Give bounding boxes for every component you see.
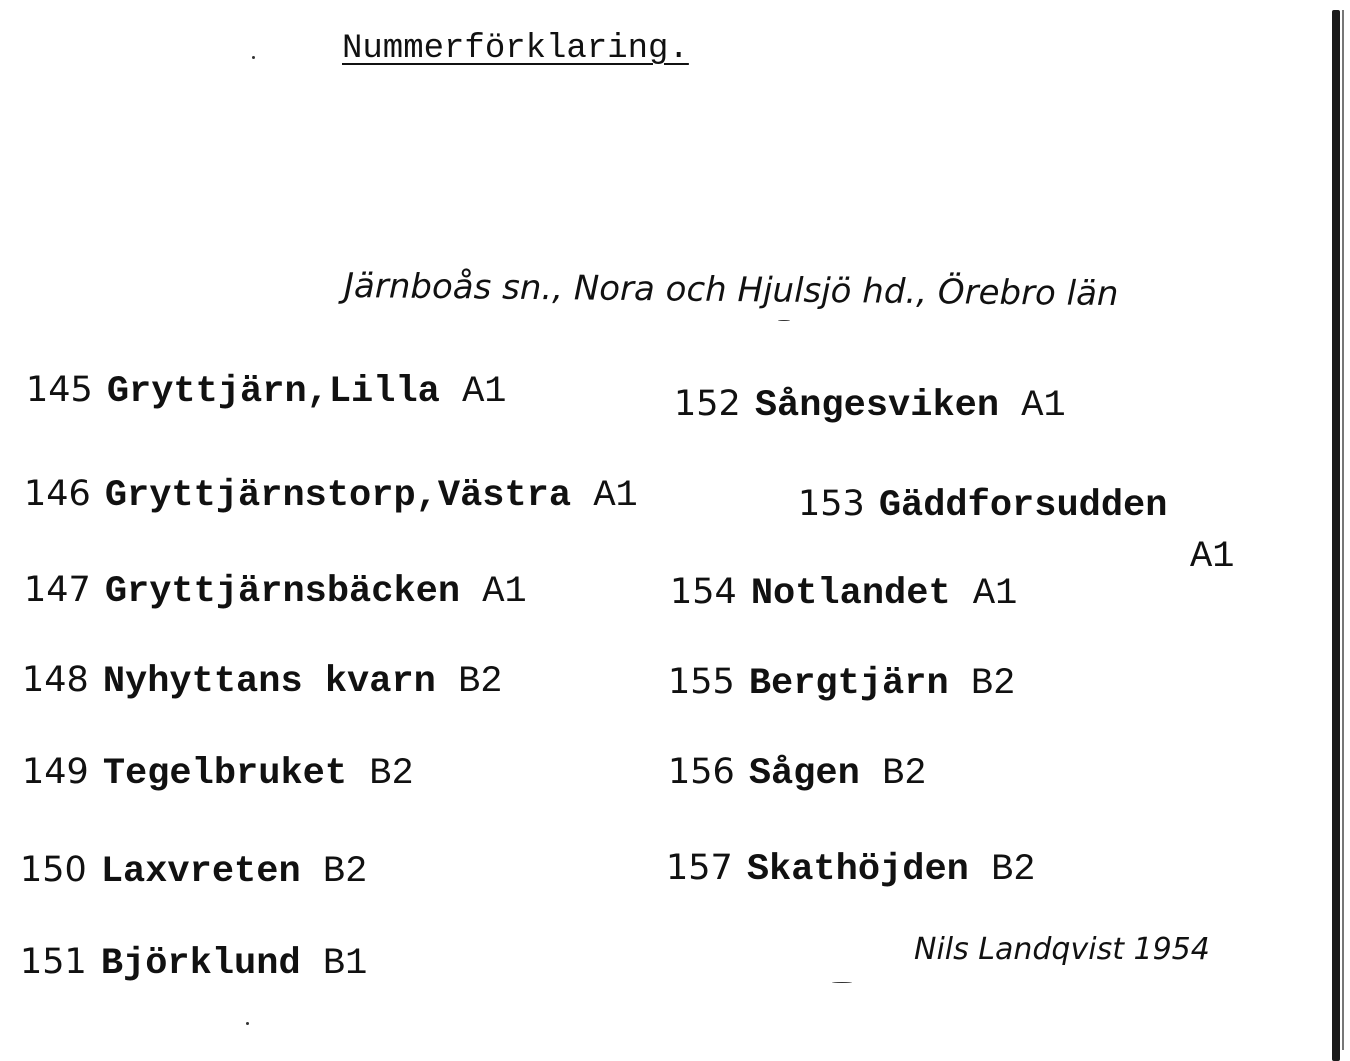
entry-name: Bergtjärn [748,663,949,705]
entry-number: 147 [24,570,91,610]
scan-speck [246,1022,249,1025]
card-edge-line [1342,10,1344,1050]
entry-number: 155 [668,662,735,702]
entry-number: 154 [670,572,737,612]
page-title: Nummerförklaring. [342,30,689,68]
entry-number: 156 [668,752,735,792]
entry-code: A1 [1021,385,1066,427]
entry-code: A1 [482,571,527,613]
scan-speck [778,320,790,321]
entry-code: B2 [882,753,927,795]
entry-code: B2 [458,661,503,703]
entry-code: B2 [991,849,1036,891]
entry-code: A1 [462,371,507,413]
entry-code: B1 [322,943,368,985]
entry-148 [22,660,503,703]
entry-149 [22,752,414,795]
entry-name: Nyhyttans kvarn [102,661,436,703]
author-signature: Nils Landqvist 1954 [914,932,1210,967]
entry-156 [668,752,926,795]
entry-number: 157 [666,848,733,888]
entry-152 [674,384,1066,427]
entry-name: Laxvreten [100,851,301,893]
entry-code: A1 [972,573,1018,615]
entry-code: B2 [970,663,1016,705]
entry-145 [26,370,507,413]
scan-speck [252,56,255,59]
entry-number: 149 [22,752,89,792]
parish-subtitle: Järnboås sn., Nora och Hjulsjö hd., Örebro län [343,266,1119,315]
entry-154 [670,572,1017,615]
entry-name: Gäddforsudden [878,485,1168,527]
entry-name: Björklund [100,943,301,985]
entry-number: 148 [22,660,89,700]
entry-155 [668,662,1015,705]
entry-147 [24,570,527,613]
entry-code: A1 [593,475,638,517]
entry-number: 150 [20,850,87,890]
entry-code: B2 [322,851,368,893]
entry-146 [24,474,638,517]
entry-name: Skathöjden [746,849,969,891]
entry-number: 152 [674,384,741,424]
entry-number: 151 [20,942,87,982]
entry-name: Sågen [748,753,860,795]
scan-speck [832,982,852,983]
entry-code: B2 [369,753,414,795]
card-edge-shadow [1332,10,1340,1061]
entry-name: Notlandet [750,573,951,615]
entry-153-code: A1 [1190,536,1235,578]
entry-name: Gryttjärn,Lilla [106,371,440,413]
entry-157 [666,848,1036,891]
entry-number: 146 [24,474,91,514]
entry-150 [20,850,367,893]
entry-number: 145 [26,370,93,410]
entry-name: Tegelbruket [102,753,348,795]
entry-number: 153 [798,484,865,524]
entry-name: Gryttjärnsbäcken [104,571,461,613]
entry-name: Gryttjärnstorp,Västra [104,475,572,517]
entry-name: Sångesviken [754,385,1000,427]
entry-153 [798,484,1167,527]
entry-151 [20,942,367,985]
